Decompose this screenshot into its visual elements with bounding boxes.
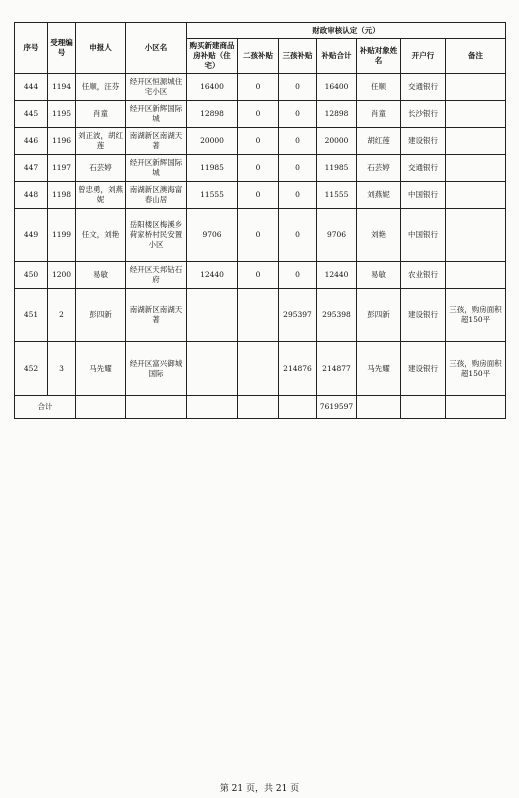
cell-second-child: 0 [238, 182, 279, 209]
cell-recipient: 任顺 [357, 74, 401, 101]
cell-applicant: 易敏 [76, 262, 126, 289]
header-remark: 备注 [446, 39, 506, 74]
header-seq: 序号 [15, 23, 48, 74]
cell-remark [446, 209, 506, 262]
header-accept-no: 受理编号 [48, 23, 76, 74]
cell-subsidy-total: 11555 [317, 182, 357, 209]
cell-accept-no: 1195 [48, 101, 76, 128]
cell-bank: 建设银行 [401, 342, 446, 396]
cell-third-child: 0 [279, 155, 317, 182]
cell-remark: 三孩，购房面积超150平 [446, 342, 506, 396]
cell-house-subsidy: 12898 [187, 101, 238, 128]
cell-community: 南湖新区南湖天著 [126, 128, 187, 155]
cell-third-child: 0 [279, 74, 317, 101]
cell-subsidy-total: 16400 [317, 74, 357, 101]
cell-accept-no: 3 [48, 342, 76, 396]
summary-empty-cell [357, 396, 401, 419]
cell-community: 经开区新辉国际城 [126, 101, 187, 128]
cell-remark [446, 182, 506, 209]
cell-house-subsidy: 20000 [187, 128, 238, 155]
cell-recipient: 刘燕妮 [357, 182, 401, 209]
cell-recipient: 刘艳 [357, 209, 401, 262]
cell-subsidy-total: 295398 [317, 289, 357, 342]
header-bank: 开户行 [401, 39, 446, 74]
cell-remark [446, 262, 506, 289]
header-third-child: 三孩补贴 [279, 39, 317, 74]
table-row [15, 262, 506, 289]
cell-bank: 建设银行 [401, 289, 446, 342]
cell-second-child: 0 [238, 155, 279, 182]
cell-bank: 长沙银行 [401, 101, 446, 128]
cell-subsidy-total: 9706 [317, 209, 357, 262]
cell-third-child: 0 [279, 262, 317, 289]
cell-recipient: 胡红莲 [357, 128, 401, 155]
cell-applicant: 马先耀 [76, 342, 126, 396]
cell-second-child: 0 [238, 128, 279, 155]
cell-community: 经开区富兴御城国际 [126, 342, 187, 396]
cell-remark [446, 128, 506, 155]
cell-applicant: 刘正波，胡红莲 [76, 128, 126, 155]
cell-seq: 447 [15, 155, 48, 182]
cell-bank: 中国银行 [401, 209, 446, 262]
cell-second-child: 0 [238, 262, 279, 289]
table-row [15, 209, 506, 262]
cell-applicant: 曾忠勇，刘燕妮 [76, 182, 126, 209]
table-row [15, 342, 506, 396]
cell-remark [446, 101, 506, 128]
header-house-subsidy: 购买新建商品房补贴（住宅） [187, 39, 238, 74]
summary-empty-cell [76, 396, 126, 419]
cell-accept-no: 1199 [48, 209, 76, 262]
cell-second-child: 0 [238, 74, 279, 101]
header-applicant: 申报人 [76, 23, 126, 74]
table-header [15, 23, 506, 74]
header-subsidy-total: 补贴合计 [317, 39, 357, 74]
cell-applicant: 任顺，汪芬 [76, 74, 126, 101]
cell-seq: 446 [15, 128, 48, 155]
cell-accept-no: 1194 [48, 74, 76, 101]
cell-accept-no: 2 [48, 289, 76, 342]
table-row [15, 74, 506, 101]
cell-house-subsidy [187, 342, 238, 396]
page-footer: 第 21 页，共 21 页 [219, 784, 300, 794]
summary-empty-cell [279, 396, 317, 419]
cell-bank: 农业银行 [401, 262, 446, 289]
cell-house-subsidy: 11555 [187, 182, 238, 209]
cell-house-subsidy: 9706 [187, 209, 238, 262]
cell-seq: 444 [15, 74, 48, 101]
cell-seq: 451 [15, 289, 48, 342]
table-row [15, 155, 506, 182]
cell-house-subsidy: 11985 [187, 155, 238, 182]
cell-community: 南湖新区澳海富春山居 [126, 182, 187, 209]
header-second-child: 二孩补贴 [238, 39, 279, 74]
cell-recipient: 彭四新 [357, 289, 401, 342]
cell-applicant: 石芸婷 [76, 155, 126, 182]
summary-label: 合计 [15, 396, 76, 419]
summary-empty-cell [238, 396, 279, 419]
cell-seq: 448 [15, 182, 48, 209]
cell-applicant: 肖童 [76, 101, 126, 128]
summary-empty-cell [401, 396, 446, 419]
cell-applicant: 彭四新 [76, 289, 126, 342]
cell-community: 南湖新区南湖天著 [126, 289, 187, 342]
cell-subsidy-total: 214877 [317, 342, 357, 396]
cell-subsidy-total: 12440 [317, 262, 357, 289]
cell-accept-no: 1197 [48, 155, 76, 182]
cell-seq: 449 [15, 209, 48, 262]
cell-community: 岳阳楼区梅溪乡荷家桥村民安置小区 [126, 209, 187, 262]
header-recipient: 补贴对象姓名 [357, 39, 401, 74]
cell-seq: 452 [15, 342, 48, 396]
table-row [15, 128, 506, 155]
cell-recipient: 石芸婷 [357, 155, 401, 182]
cell-third-child: 0 [279, 128, 317, 155]
cell-accept-no: 1200 [48, 262, 76, 289]
cell-third-child: 0 [279, 101, 317, 128]
cell-bank: 交通银行 [401, 155, 446, 182]
summary-empty-cell [126, 396, 187, 419]
table-row [15, 182, 506, 209]
cell-second-child [238, 342, 279, 396]
cell-bank: 建设银行 [401, 128, 446, 155]
cell-second-child: 0 [238, 101, 279, 128]
cell-subsidy-total: 12898 [317, 101, 357, 128]
cell-recipient: 易敏 [357, 262, 401, 289]
cell-house-subsidy [187, 289, 238, 342]
cell-recipient: 马先耀 [357, 342, 401, 396]
cell-house-subsidy: 12440 [187, 262, 238, 289]
summary-empty-cell [187, 396, 238, 419]
cell-third-child: 0 [279, 209, 317, 262]
cell-community: 经开区天邦钻石府 [126, 262, 187, 289]
summary-empty-cell [446, 396, 506, 419]
cell-applicant: 任文，刘艳 [76, 209, 126, 262]
cell-bank: 交通银行 [401, 74, 446, 101]
cell-second-child [238, 289, 279, 342]
header-community: 小区名 [126, 23, 187, 74]
summary-row [15, 396, 506, 419]
cell-third-child: 0 [279, 182, 317, 209]
cell-seq: 450 [15, 262, 48, 289]
cell-remark [446, 155, 506, 182]
cell-community: 经开区新辉国际城 [126, 155, 187, 182]
table-row [15, 289, 506, 342]
cell-second-child: 0 [238, 209, 279, 262]
cell-subsidy-total: 11985 [317, 155, 357, 182]
cell-community: 经开区恒源城住宅小区 [126, 74, 187, 101]
cell-third-child: 214876 [279, 342, 317, 396]
cell-seq: 445 [15, 101, 48, 128]
header-finance-group: 财政审核认定（元） [187, 23, 506, 39]
cell-recipient: 肖童 [357, 101, 401, 128]
cell-third-child: 295397 [279, 289, 317, 342]
cell-house-subsidy: 16400 [187, 74, 238, 101]
cell-remark [446, 74, 506, 101]
cell-bank: 中国银行 [401, 182, 446, 209]
subsidy-table [14, 22, 506, 419]
cell-accept-no: 1198 [48, 182, 76, 209]
cell-subsidy-total: 20000 [317, 128, 357, 155]
cell-accept-no: 1196 [48, 128, 76, 155]
table-row [15, 101, 506, 128]
summary-total: 7619597 [317, 396, 357, 419]
cell-remark: 三孩，购房面积超150平 [446, 289, 506, 342]
